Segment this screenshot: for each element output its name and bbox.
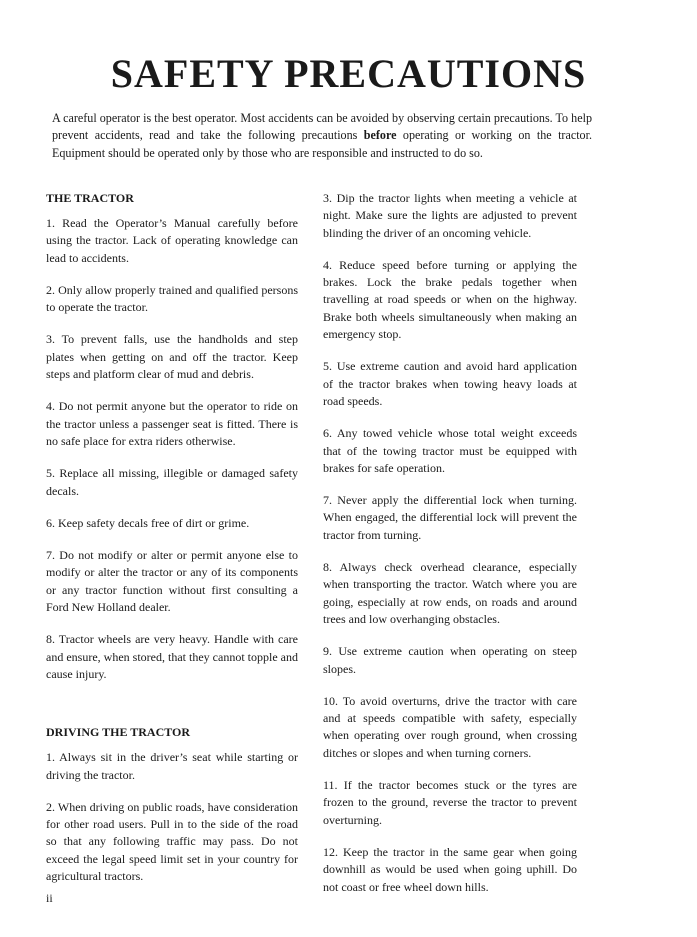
tractor-item-6: 6. Keep safety decals free of dirt or grime. [46,515,250,530]
driving-item-12: 12. Keep the tractor in the same gear when going downhill as would be used when going uphill. Do not coast or free wheel down hills. [323,844,577,894]
intro-bold-word: before [363,128,397,143]
intro-text-start: A careful operator is the best operator. Most accidents can be avoided by observing certain precautions. To help prevent accidents, read and take the following precautions [52,111,592,143]
tractor-item-4: 4. Do not permit anyone but the operator to ride on the tractor unless a passenger seat is fitted. There is no safe place for extra riders otherwise. [46,399,298,448]
tractor-item-5: 5. Replace all missing, illegible or damaged safety decals. [46,466,298,498]
page-title: SAFETY PRECAUTIONS [110,51,587,96]
driving-item-8: 8. Always check overhead clearance, especially when transporting the tractor. Watch where you are going, especially at row ends, on roads and around trees and low overhanging obstacles. [323,560,577,626]
intro-text-end: operating or working on the tractor. Equipment should be operated only by those who are responsible and instructed to do so. [52,128,592,160]
driving-item-9: 9. Use extreme caution when operating on steep slopes. [323,644,577,676]
driving-item-7: 7. Never apply the differential lock when turning. When engaged, the differential lock will prevent the tractor from turning. [323,493,577,542]
driving-item-3: 3. Dip the tractor lights when meeting a vehicle at night. Make sure the lights are adjusted to prevent blinding the driver of an oncoming vehicle. [323,191,577,240]
tractor-item-3: 3. To prevent falls, use the handholds and step plates when getting on and off the tractor. Keep steps and platform clear of mud and debris. [46,332,298,382]
tractor-section-heading: THE TRACTOR [46,191,134,205]
page-number: ii [46,891,53,905]
left-column [46,190,298,900]
tractor-item-2: 2. Only allow properly trained and qualified persons to operate the tractor. [46,282,298,315]
driving-item-10: 10. To avoid overturns, drive the tractor with care and at speeds compatible with safety, especially when operating over rough ground, when crossing ditches or slopes and when turning corners. [323,693,577,760]
tractor-item-8: 8. Tractor wheels are very heavy. Handle with care and ensure, when stored, that they cannot topple and cause injury. [46,632,298,681]
driving-section-heading: DRIVING THE TRACTOR [46,725,191,740]
driving-item-11: 11. If the tractor becomes stuck or the tyres are frozen to the ground, reverse the tractor to prevent overturning. [323,778,577,827]
driving-item-5: 5. Use extreme caution and avoid hard application of the tractor brakes when towing heavy loads at road speeds. [323,359,577,408]
tractor-item-7: 7. Do not modify or alter or permit anyone else to modify or alter the tractor or any of its components or any tractor function without first consulting a Ford New Holland dealer. [46,548,298,615]
intro-paragraph [52,110,592,162]
driving-item-4: 4. Reduce speed before turning or applying the brakes. Lock the brake pedals together when travelling at road speeds or when on the highway. Brake both wheels simultaneously when making an emergency stop. [323,257,577,342]
driving-item-2: 2. When driving on public roads, have consideration for other road users. Pull in to the side of the road so that any following traffic may pass. Do not exceed the legal speed limit set in your country for agricultural tractors. [46,799,298,884]
right-column [323,190,577,911]
tractor-item-1: 1. Read the Operator’s Manual carefully before using the tractor. Lack of operating knowledge can lead to accidents. [46,216,298,265]
driving-item-1: 1. Always sit in the driver’s seat while starting or driving the tractor. [46,750,298,782]
section-spacer [46,698,298,724]
driving-item-6: 6. Any towed vehicle whose total weight exceeds that of the towing tractor must be equipped with brakes for safe operation. [323,426,577,475]
